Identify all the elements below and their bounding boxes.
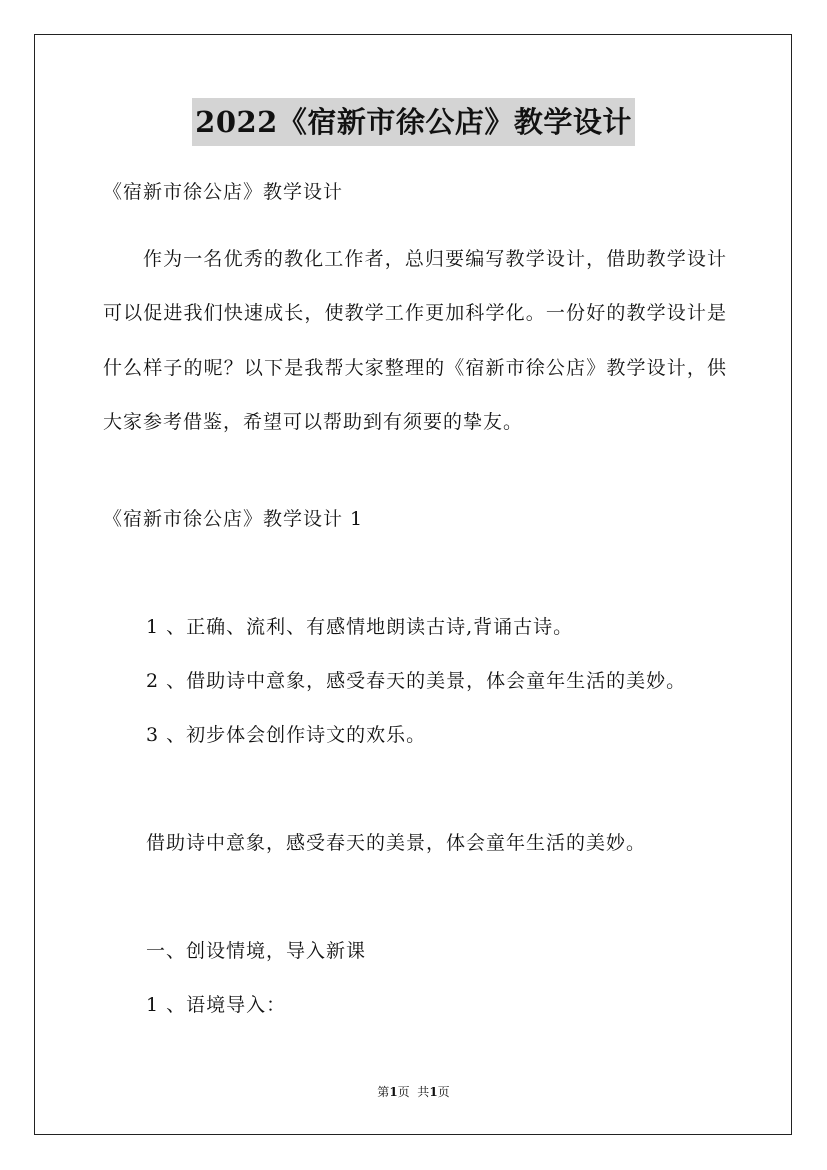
footer-mid: 页 共 bbox=[397, 1085, 430, 1099]
footer-page-number: 1 bbox=[389, 1085, 398, 1099]
page-footer bbox=[0, 1083, 827, 1101]
goal-item-1: 1 、正确、流利、有感情地朗读古诗,背诵古诗。 bbox=[146, 616, 574, 638]
intro-paragraph: 作为一名优秀的教化工作者，总归要编写教学设计，借助教学设计可以促进我们快速成长，使教学工作更加科学化。一份好的教学设计是什么样子的呢？以下是我帮大家整理的《宿新市徐公店》教学设计，供大家参考借鉴，希望可以帮助到有须要的挚友。 bbox=[103, 248, 727, 433]
goal-item-2: 2 、借助诗中意象，感受春天的美景，体会童年生活的美妙。 bbox=[146, 670, 687, 692]
focus-paragraph: 借助诗中意象，感受春天的美景，体会童年生活的美妙。 bbox=[146, 832, 647, 854]
footer-total-pages: 1 bbox=[429, 1085, 438, 1099]
footer-prefix: 第 bbox=[377, 1085, 390, 1099]
step-heading: 一、创设情境，导入新课 bbox=[146, 940, 367, 962]
document-title-wrapper bbox=[0, 98, 827, 146]
document-title: 2022《宿新市徐公店》教学设计 bbox=[192, 98, 635, 146]
step-item: 1 、语境导入： bbox=[146, 994, 287, 1016]
document-subtitle: 《宿新市徐公店》教学设计 bbox=[103, 181, 344, 203]
section-heading: 《宿新市徐公店》教学设计 1 bbox=[103, 508, 364, 530]
footer-suffix: 页 bbox=[437, 1085, 450, 1099]
goal-item-3: 3 、初步体会创作诗文的欢乐。 bbox=[146, 724, 427, 746]
